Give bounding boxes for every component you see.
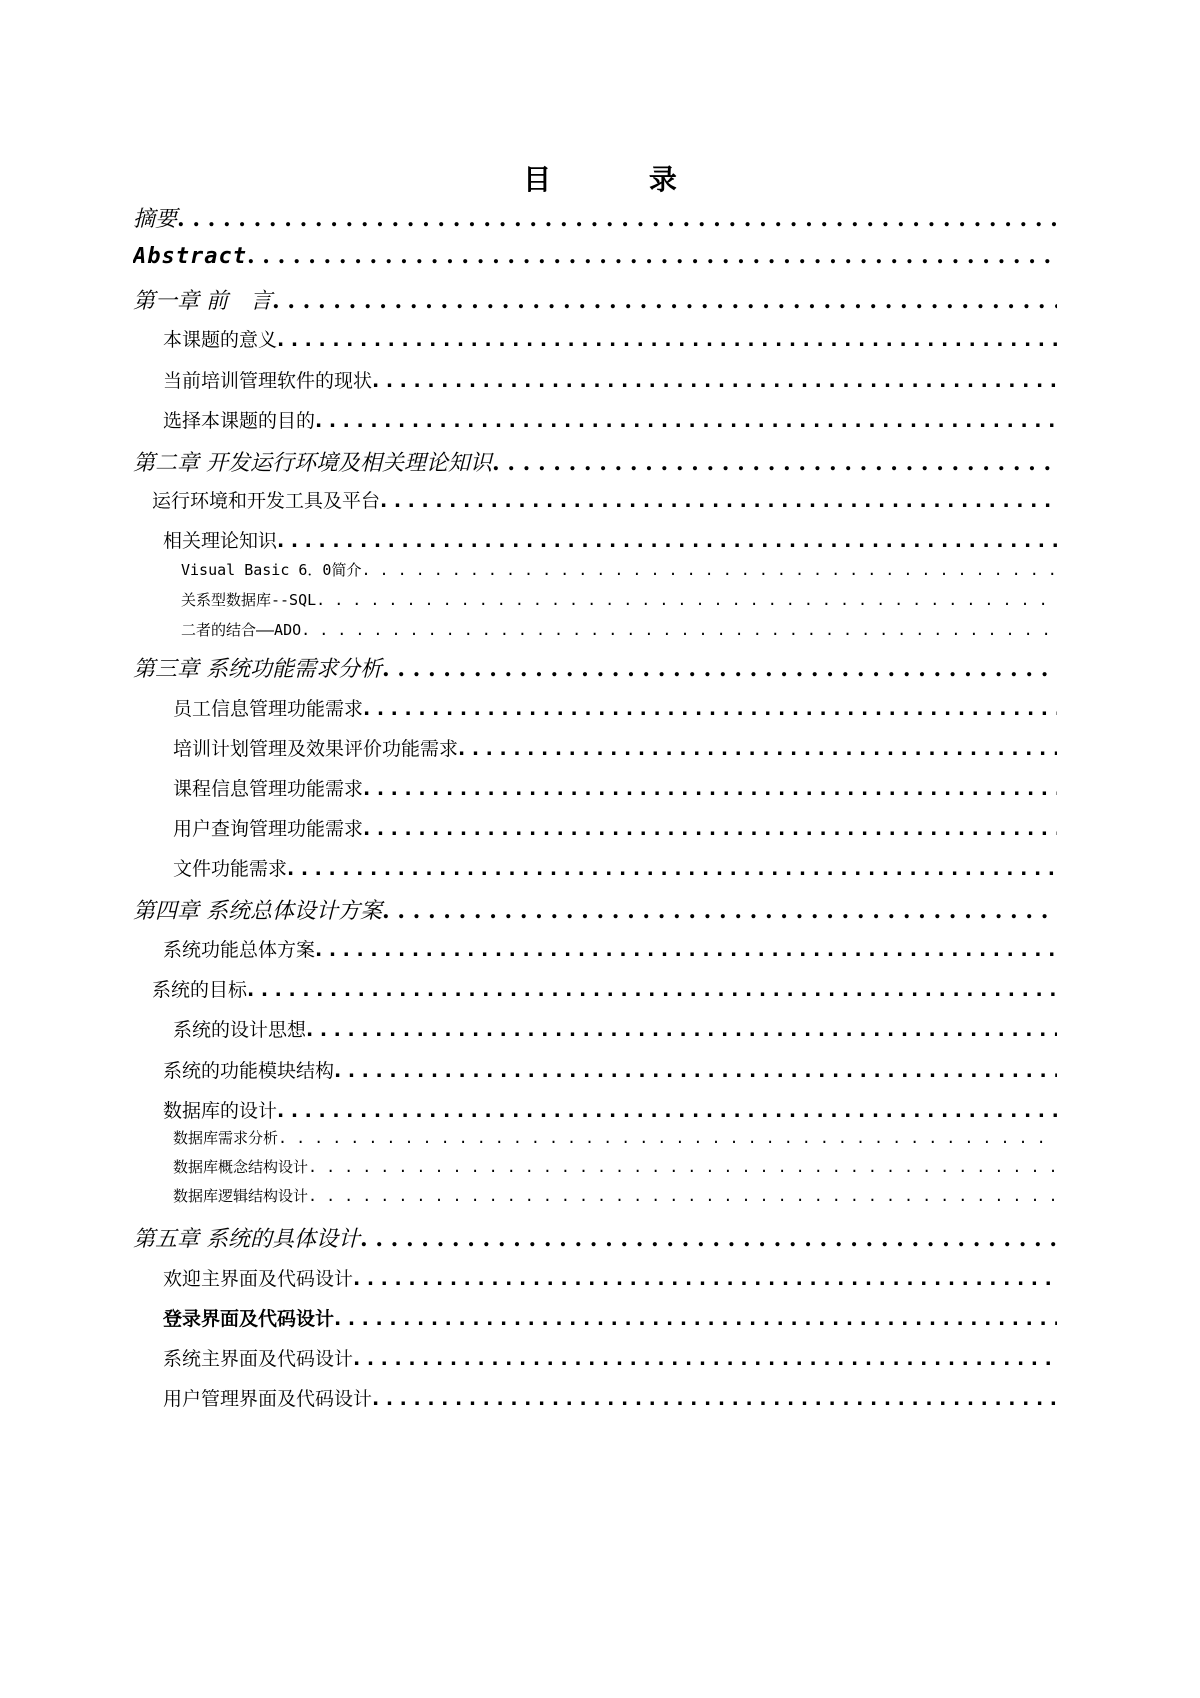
toc-entry-section[interactable] [163, 1096, 1057, 1123]
toc-dot-leader [334, 1308, 1057, 1330]
toc-dot-leader [308, 1187, 1057, 1205]
toc-entry-section[interactable] [173, 1015, 1057, 1042]
toc-entry-label: Abstract [133, 244, 247, 269]
toc-entry-label: Visual Basic 6．0简介 [181, 561, 362, 579]
toc-entry-label: 数据库逻辑结构设计 [173, 1187, 309, 1205]
toc-entry-label: 二者的结合——ADO [181, 621, 302, 639]
toc-dot-leader [277, 329, 1057, 351]
toc-entry-section[interactable] [173, 734, 1057, 761]
toc-entry-label: 系统的目标 [152, 979, 248, 1001]
toc-entry-section[interactable] [163, 366, 1057, 393]
toc-dot-leader [372, 1388, 1057, 1410]
toc-entry-abstract-en[interactable] [133, 243, 1057, 269]
toc-entry-label: 文件功能需求 [173, 858, 288, 880]
toc-dot-leader [306, 1019, 1057, 1041]
toc-entry-label: 系统的设计思想 [173, 1019, 307, 1041]
toc-entry-label: 第四章 系统总体设计方案 [133, 899, 382, 924]
toc-dot-leader [315, 939, 1057, 961]
toc-entry-label: 本课题的意义 [163, 329, 278, 351]
toc-entry-chapter-1[interactable] [133, 284, 1057, 315]
toc-dot-leader [363, 698, 1057, 720]
toc-entry-section[interactable] [152, 975, 1057, 1002]
toc-entry-section[interactable] [163, 1056, 1057, 1083]
toc-entry-subsection[interactable] [173, 1127, 1057, 1148]
toc-entry-label: 相关理论知识 [163, 530, 278, 552]
page-title: 目 录 [523, 163, 721, 196]
toc-entry-section[interactable] [163, 325, 1057, 352]
toc-dot-leader [177, 206, 1057, 232]
toc-dot-leader [380, 490, 1057, 512]
toc-entry-label: 第三章 系统功能需求分析 [133, 657, 382, 682]
toc-entry-label: 用户管理界面及代码设计 [163, 1388, 373, 1410]
toc-dot-leader [382, 656, 1057, 682]
toc-dot-leader [353, 1348, 1057, 1370]
toc-entry-label: 摘要 [133, 207, 178, 232]
toc-entry-section[interactable] [173, 774, 1057, 801]
toc-entry-subsection[interactable] [181, 559, 1057, 580]
toc-entry-subsection[interactable] [173, 1185, 1057, 1206]
toc-entry-label: 第五章 系统的具体设计 [133, 1227, 360, 1252]
toc-entry-label: 系统功能总体方案 [163, 939, 316, 961]
toc-dot-leader [247, 979, 1057, 1001]
toc-dot-leader [316, 591, 1057, 609]
toc-dot-leader [301, 621, 1057, 639]
toc-entry-chapter-2[interactable] [133, 446, 1057, 477]
toc-entry-label: 运行环境和开发工具及平台 [152, 490, 381, 512]
toc-entry-chapter-4[interactable] [133, 894, 1057, 925]
toc-entry-abstract-cn[interactable] [133, 202, 1057, 233]
toc-entry-section[interactable] [163, 935, 1057, 962]
toc-entry-subsection[interactable] [181, 619, 1057, 640]
toc-entry-subsection[interactable] [181, 589, 1057, 610]
toc-dot-leader [277, 530, 1057, 552]
toc-dot-leader [353, 1268, 1057, 1290]
toc-entry-label: 当前培训管理软件的现状 [163, 370, 373, 392]
toc-entry-section[interactable] [163, 1304, 1057, 1331]
toc-entry-subsection[interactable] [173, 1156, 1057, 1177]
toc-entry-section[interactable] [173, 694, 1057, 721]
toc-entry-section[interactable] [163, 406, 1057, 433]
toc-entry-section[interactable] [173, 814, 1057, 841]
toc-dot-leader [334, 1060, 1057, 1082]
toc-dot-leader [363, 818, 1057, 840]
toc-dot-leader [382, 898, 1057, 924]
toc-dot-leader [315, 410, 1057, 432]
toc-entry-label: 关系型数据库--SQL [181, 591, 317, 609]
toc-entry-label: 第二章 开发运行环境及相关理论知识 [133, 451, 492, 476]
toc-dot-leader [360, 1226, 1057, 1252]
toc-entry-label: 数据库概念结构设计 [173, 1158, 309, 1176]
toc-dot-leader [247, 243, 1057, 269]
toc-dot-leader [277, 1100, 1057, 1122]
toc-entry-label: 用户查询管理功能需求 [173, 818, 364, 840]
toc-entry-section[interactable] [163, 1344, 1057, 1371]
toc-dot-leader [492, 450, 1057, 476]
toc-entry-label: 数据库的设计 [163, 1100, 278, 1122]
toc-entry-section[interactable] [163, 1264, 1057, 1291]
toc-entry-section[interactable] [163, 1384, 1057, 1411]
toc-entry-label: 课程信息管理功能需求 [173, 778, 364, 800]
toc-dot-leader [308, 1158, 1057, 1176]
toc-entry-section[interactable] [152, 486, 1057, 513]
toc-entry-chapter-5[interactable] [133, 1222, 1057, 1253]
toc-dot-leader [361, 561, 1057, 579]
toc-dot-leader [272, 288, 1057, 314]
toc-dot-leader [287, 858, 1057, 880]
toc-dot-leader [372, 370, 1057, 392]
toc-entry-label: 数据库需求分析 [173, 1129, 279, 1147]
toc-dot-leader [363, 778, 1057, 800]
toc-entry-label: 欢迎主界面及代码设计 [163, 1268, 354, 1290]
toc-entry-label: 第一章 前 言 [133, 289, 272, 314]
toc-entry-label: 员工信息管理功能需求 [173, 698, 364, 720]
toc-entry-section[interactable] [173, 854, 1057, 881]
toc-entry-chapter-3[interactable] [133, 652, 1057, 683]
toc-entry-section[interactable] [163, 526, 1057, 553]
toc-entry-label: 系统的功能模块结构 [163, 1060, 335, 1082]
toc-dot-leader [458, 738, 1057, 760]
toc-dot-leader [278, 1129, 1057, 1147]
toc-entry-label: 培训计划管理及效果评价功能需求 [173, 738, 459, 760]
toc-entry-label: 系统主界面及代码设计 [163, 1348, 354, 1370]
toc-entry-label: 登录界面及代码设计 [163, 1308, 335, 1330]
toc-entry-label: 选择本课题的目的 [163, 410, 316, 432]
